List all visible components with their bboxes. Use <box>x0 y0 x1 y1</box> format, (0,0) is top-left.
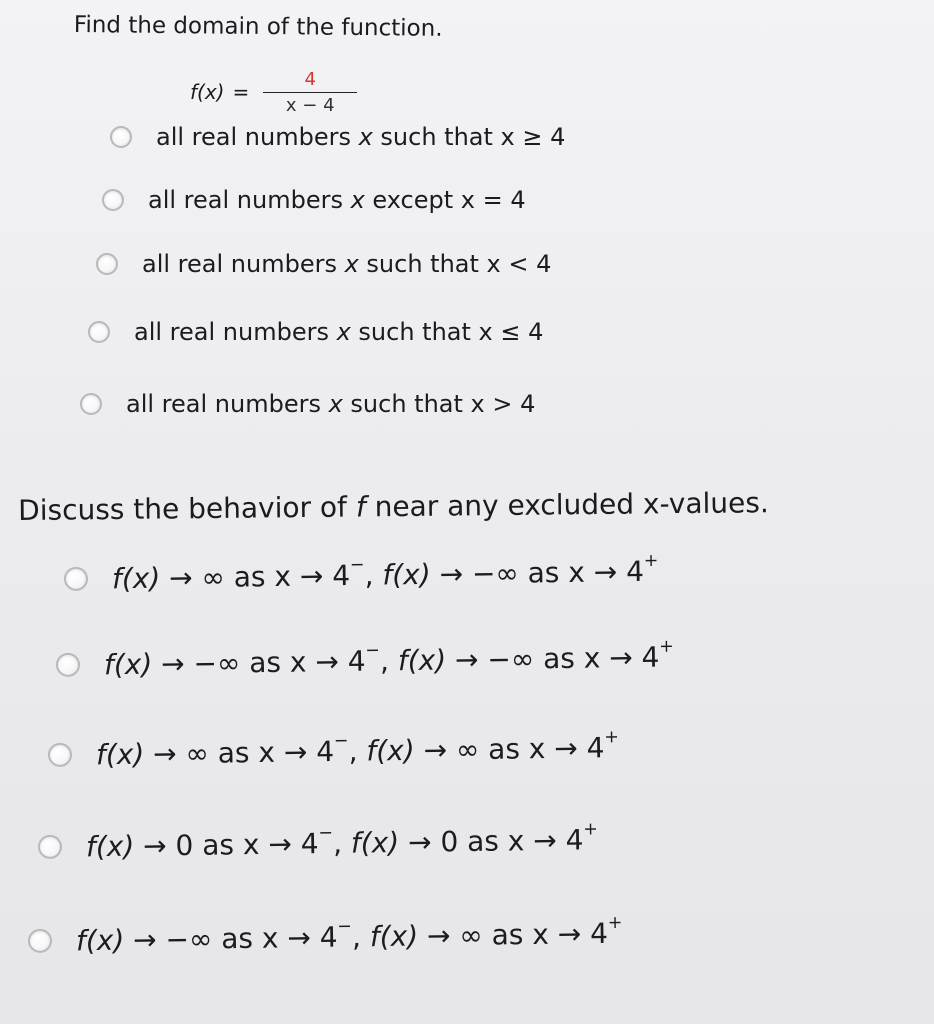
behavior-option-5[interactable] <box>28 912 623 962</box>
question-2-prompt: Discuss the behavior of f near any excluded x-values. <box>18 486 769 527</box>
radio-button-icon[interactable] <box>88 321 110 343</box>
behavior-option-label: f(x) → 0 as x → 4−, f(x) → 0 as x → 4+ <box>85 818 598 863</box>
domain-option-label: all real numbers x such that x < 4 <box>142 250 552 278</box>
radio-button-icon[interactable] <box>96 253 118 275</box>
domain-option-label: all real numbers x except x = 4 <box>148 186 526 214</box>
question-1-prompt: Find the domain of the function. <box>73 12 443 42</box>
domain-option-label: all real numbers x such that x ≤ 4 <box>134 318 544 346</box>
domain-option-4[interactable] <box>88 314 543 350</box>
equals-sign: = <box>232 80 250 104</box>
behavior-option-label: f(x) → −∞ as x → 4−, f(x) → ∞ as x → 4+ <box>75 912 623 957</box>
behavior-option-4[interactable] <box>38 818 599 868</box>
domain-option-2[interactable] <box>102 182 526 218</box>
radio-button-icon[interactable] <box>102 189 124 211</box>
radio-button-icon[interactable] <box>28 929 52 953</box>
fraction-numerator: 4 <box>304 68 316 90</box>
domain-option-label: all real numbers x such that x > 4 <box>126 390 536 418</box>
radio-button-icon[interactable] <box>64 567 88 591</box>
radio-button-icon[interactable] <box>38 835 62 859</box>
radio-button-icon[interactable] <box>80 393 102 415</box>
behavior-option-1[interactable] <box>64 550 659 600</box>
function-formula <box>190 62 357 122</box>
behavior-option-label: f(x) → ∞ as x → 4−, f(x) → −∞ as x → 4+ <box>111 550 659 595</box>
fraction-denominator: x − 4 <box>285 94 335 116</box>
domain-option-1[interactable] <box>110 120 565 154</box>
behavior-option-label: f(x) → −∞ as x → 4−, f(x) → −∞ as x → 4+ <box>103 636 674 681</box>
behavior-option-2[interactable] <box>56 635 674 686</box>
behavior-option-3[interactable] <box>48 726 620 776</box>
radio-button-icon[interactable] <box>48 743 72 767</box>
domain-option-label: all real numbers x such that x ≥ 4 <box>156 123 566 151</box>
behavior-option-label: f(x) → ∞ as x → 4−, f(x) → ∞ as x → 4+ <box>95 726 619 771</box>
function-lhs: f(x) <box>190 80 225 104</box>
radio-button-icon[interactable] <box>56 653 80 677</box>
domain-option-5[interactable] <box>80 386 535 422</box>
radio-button-icon[interactable] <box>110 126 132 148</box>
fraction <box>263 69 357 116</box>
domain-option-3[interactable] <box>96 246 551 282</box>
